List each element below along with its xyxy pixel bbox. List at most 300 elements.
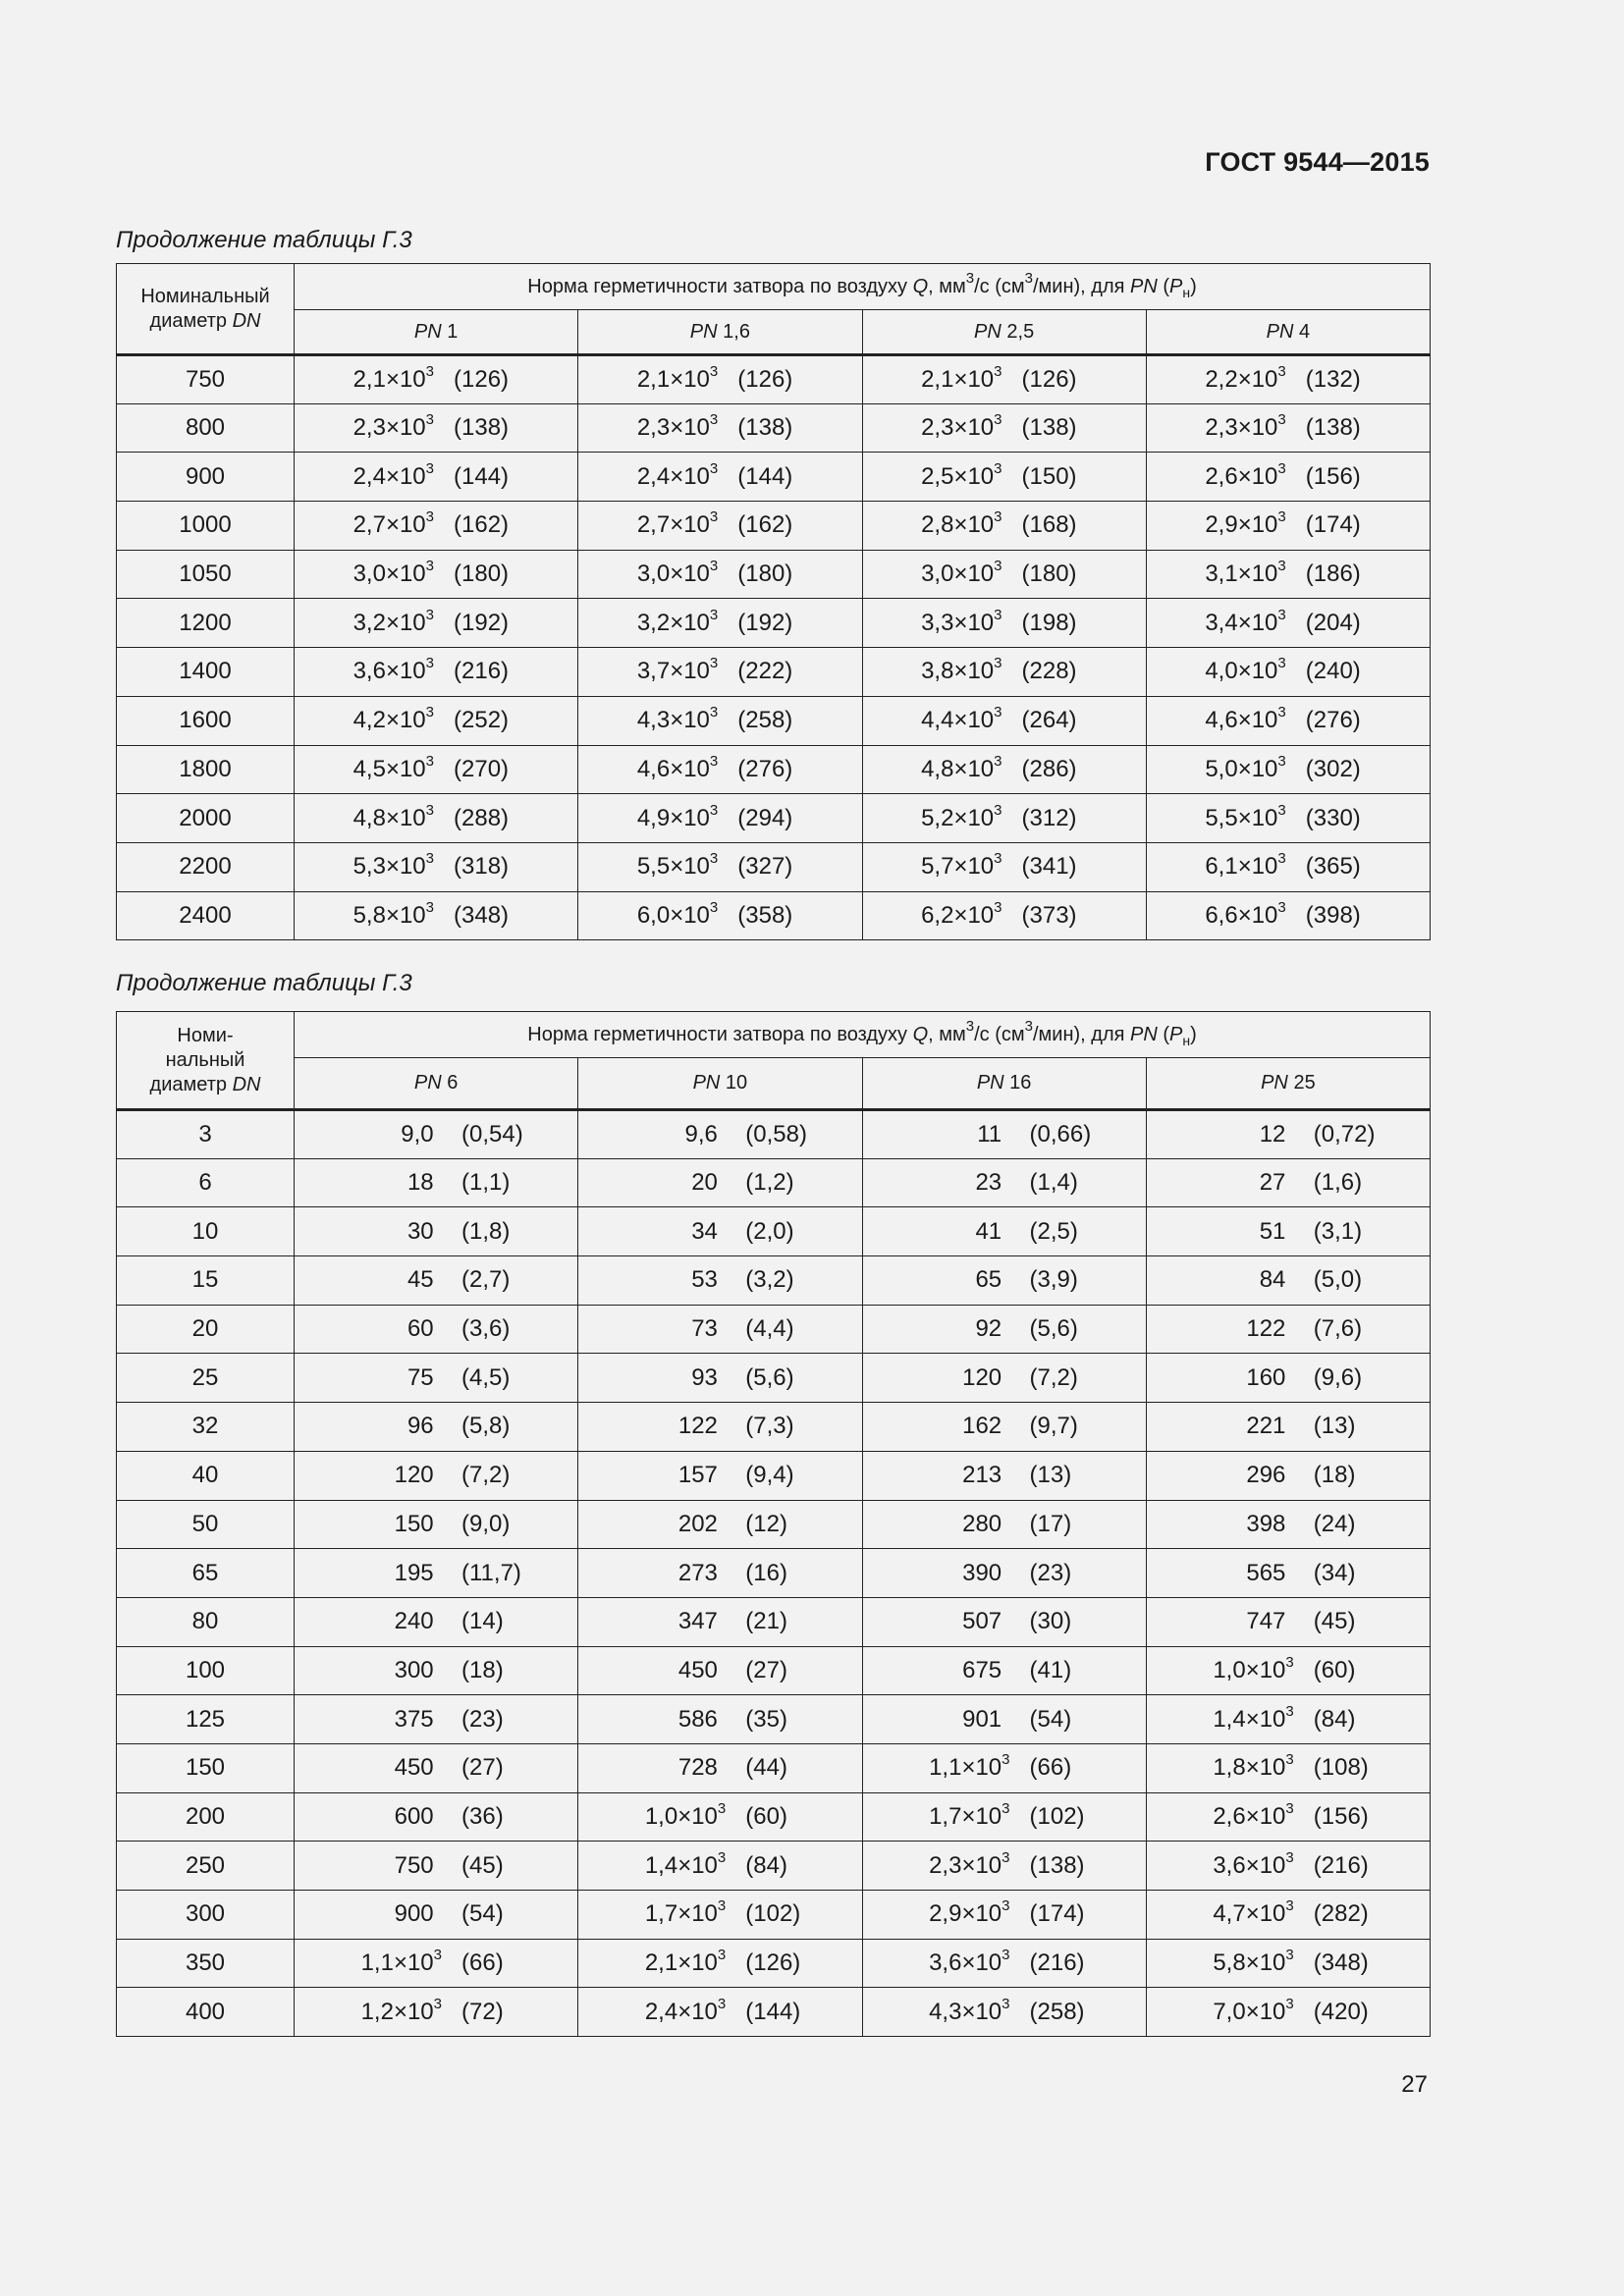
norm-value-cm: (4,5): [461, 1363, 511, 1391]
norm-cell: [1146, 550, 1430, 599]
norm-cell: [862, 1500, 1146, 1549]
dn-cell: 1200: [117, 599, 295, 648]
norm-value-mm: [578, 1266, 726, 1294]
table-row: [117, 1891, 1431, 1940]
exponent: 3: [994, 801, 1002, 819]
norm-header-part4: /мин), для: [1033, 1023, 1131, 1045]
norm-cell: [295, 1305, 578, 1354]
norm-cell: [1146, 1939, 1430, 1988]
norm-value-mm: [1147, 1511, 1294, 1538]
dn-cell: 1400: [117, 648, 295, 697]
norm-cell: [295, 842, 578, 891]
mantissa: 122: [677, 1413, 718, 1440]
dn-cell: 150: [117, 1743, 295, 1792]
norm-value-mm: [1147, 558, 1286, 588]
exponent: 3: [994, 752, 1002, 770]
dn-cell: 1600: [117, 696, 295, 745]
norm-value-mm: [863, 1266, 1010, 1294]
norm-value-mm: [295, 1364, 442, 1392]
norm-cell: [1146, 1891, 1430, 1940]
norm-value-mm: [1147, 1751, 1294, 1782]
norm-value-cm: (7,3): [745, 1413, 794, 1440]
mantissa: 2,7×10: [636, 511, 710, 539]
norm-header: [295, 264, 1431, 310]
norm-value-cm: (41): [1029, 1656, 1072, 1683]
norm-value-cm: (3,2): [745, 1266, 794, 1294]
norm-cell: [862, 1549, 1146, 1598]
norm-cell: [862, 1695, 1146, 1744]
norm-value-mm: [295, 1657, 442, 1684]
norm-value-cm: (60): [745, 1802, 787, 1830]
dn-cell: 25: [117, 1354, 295, 1403]
norm-value-cm: (312): [1021, 804, 1077, 831]
exponent: 3: [994, 508, 1002, 526]
norm-value-cm: (14): [461, 1608, 504, 1635]
mantissa: 92: [975, 1315, 1002, 1343]
exponent: 3: [1277, 801, 1286, 819]
norm-cell: [295, 403, 578, 453]
norm-value-mm: [1147, 704, 1286, 734]
table-row: [117, 1695, 1431, 1744]
table-row: [117, 842, 1431, 891]
norm-value-cm: (150): [1021, 462, 1077, 490]
norm-header-part1: Норма герметичности затвора по воздуху: [527, 1023, 913, 1045]
norm-value-cm: (16): [745, 1559, 787, 1586]
norm-header-part1: Норма герметичности затвора по воздуху: [527, 275, 913, 297]
pn-value: 6: [447, 1072, 459, 1094]
norm-cell: [578, 355, 862, 404]
table-row: [117, 1256, 1431, 1306]
mantissa: 120: [394, 1462, 434, 1489]
mantissa: 51: [1259, 1217, 1286, 1245]
norm-value-mm: [295, 1900, 442, 1928]
norm-value-mm: [295, 1560, 442, 1587]
exponent: 3: [1277, 411, 1286, 429]
norm-value-mm: [863, 1657, 1010, 1684]
table-row: [117, 453, 1431, 502]
exponent: 3: [1285, 1848, 1294, 1866]
norm-value-cm: (30): [1029, 1608, 1072, 1635]
norm-value-cm: (398): [1305, 901, 1361, 929]
norm-cell: [578, 1597, 862, 1646]
norm-cell: [1146, 794, 1430, 843]
norm-value-cm: (330): [1305, 804, 1361, 831]
norm-value-cm: (126): [737, 365, 793, 393]
norm-value-mm: [863, 898, 1002, 930]
mantissa: 5,8×10: [1213, 1949, 1286, 1977]
exponent: 3: [717, 1947, 727, 1964]
norm-value-mm: [1147, 1949, 1294, 1977]
mantissa: 5,2×10: [921, 804, 995, 831]
exponent: 3: [709, 850, 719, 868]
mantissa: 195: [394, 1559, 434, 1586]
norm-value-mm: [578, 1949, 726, 1977]
norm-cell: [862, 1646, 1146, 1695]
norm-header-sup1: 3: [965, 269, 975, 287]
norm-cell: [1146, 1842, 1430, 1891]
norm-value-cm: (7,2): [1029, 1363, 1078, 1391]
norm-value-cm: (7,2): [461, 1462, 511, 1489]
norm-value-mm: [1147, 1169, 1294, 1197]
mantissa: 3,7×10: [636, 658, 710, 685]
norm-value-cm: (126): [1021, 365, 1077, 393]
mantissa: 296: [1246, 1462, 1286, 1489]
dn-cell: 3: [117, 1110, 295, 1159]
norm-value-cm: (35): [745, 1705, 787, 1733]
norm-value-cm: (264): [1021, 707, 1077, 734]
norm-cell: [862, 1256, 1146, 1306]
norm-value-mm: [578, 1560, 726, 1587]
norm-value-cm: (36): [461, 1802, 504, 1830]
norm-value-cm: (174): [1305, 511, 1361, 539]
exponent: 3: [709, 558, 719, 575]
pn-column-header: [862, 310, 1146, 355]
norm-value-mm: [1147, 1266, 1294, 1294]
norm-value-mm: [1147, 606, 1286, 637]
mantissa: 1,7×10: [929, 1802, 1002, 1830]
mantissa: 900: [394, 1900, 434, 1928]
norm-value-mm: [1147, 1799, 1294, 1831]
mantissa: 4,6×10: [1205, 707, 1278, 734]
norm-value-mm: [295, 1803, 442, 1831]
exponent: 3: [994, 898, 1002, 916]
norm-value-cm: (3,6): [461, 1315, 511, 1343]
dn-cell: 300: [117, 1891, 295, 1940]
norm-value-cm: (144): [745, 1998, 801, 2025]
norm-cell: [295, 891, 578, 940]
norm-value-cm: (27): [745, 1656, 787, 1683]
mantissa: 120: [962, 1363, 1002, 1391]
mantissa: 11: [977, 1120, 1002, 1148]
dn-cell: 100: [117, 1646, 295, 1695]
norm-cell: [862, 1403, 1146, 1452]
norm-cell: [1146, 1743, 1430, 1792]
norm-value-cm: (2,5): [1029, 1217, 1078, 1245]
norm-cell: [1146, 1305, 1430, 1354]
norm-value-mm: [578, 898, 719, 930]
norm-value-cm: (72): [461, 1998, 504, 2025]
mantissa: 7,0×10: [1213, 1998, 1286, 2025]
norm-cell: [1146, 1597, 1430, 1646]
exponent: 3: [1277, 508, 1286, 526]
norm-value-mm: [578, 1706, 726, 1734]
pn-value: 1: [447, 320, 459, 343]
table-row: [117, 599, 1431, 648]
exponent: 3: [1285, 1653, 1294, 1671]
norm-cell: [578, 1305, 862, 1354]
norm-cell: [295, 1695, 578, 1744]
mantissa: 157: [677, 1462, 718, 1489]
pn-column-header: [862, 1058, 1146, 1110]
norm-value-mm: [578, 1799, 727, 1831]
norm-value-cm: (318): [454, 853, 510, 881]
norm-value-mm: [1147, 1121, 1294, 1148]
norm-value-cm: (132): [1305, 365, 1361, 393]
table-row: [117, 745, 1431, 794]
norm-cell: [1146, 599, 1430, 648]
table-row: [117, 1743, 1431, 1792]
norm-value-cm: (258): [1029, 1998, 1085, 2025]
exponent: 3: [709, 655, 719, 672]
exponent: 3: [1001, 1897, 1010, 1915]
mantissa: 5,5×10: [1205, 804, 1278, 831]
mantissa: 2,3×10: [636, 414, 710, 442]
norm-value-mm: [578, 362, 719, 394]
norm-cell: [862, 502, 1146, 551]
dn-header-line: диаметр: [149, 1073, 227, 1095]
mantissa: 2,2×10: [1205, 365, 1278, 393]
norm-value-cm: (18): [461, 1656, 504, 1683]
exponent: 3: [717, 1799, 727, 1817]
norm-value-mm: [578, 850, 719, 881]
norm-value-cm: (156): [1305, 462, 1361, 490]
exponent: 3: [425, 411, 434, 429]
mantissa: 75: [406, 1363, 434, 1391]
exponent: 3: [1001, 1751, 1010, 1769]
mantissa: 23: [975, 1169, 1002, 1197]
dn-cell: 2000: [117, 794, 295, 843]
norm-cell: [862, 696, 1146, 745]
norm-value-mm: [295, 558, 434, 588]
norm-value-cm: (327): [737, 853, 793, 881]
norm-value-mm: [863, 1848, 1010, 1880]
norm-value-cm: (24): [1313, 1510, 1356, 1537]
norm-cell: [295, 1207, 578, 1256]
norm-cell: [1146, 1695, 1430, 1744]
mantissa: 5,0×10: [1205, 755, 1278, 782]
pn-symbol: PN: [1261, 1072, 1288, 1094]
exponent: 3: [994, 655, 1002, 672]
norm-header: [295, 1012, 1431, 1058]
norm-value-cm: (198): [1021, 609, 1077, 636]
norm-value-mm: [295, 1511, 442, 1538]
norm-cell: [578, 403, 862, 453]
norm-cell: [862, 745, 1146, 794]
exponent: 3: [709, 801, 719, 819]
norm-cell: [862, 1354, 1146, 1403]
table-row: [117, 891, 1431, 940]
norm-value-mm: [863, 362, 1002, 394]
norm-value-cm: (12): [745, 1510, 787, 1537]
norm-value-mm: [578, 1608, 726, 1635]
exponent: 3: [1001, 1947, 1010, 1964]
norm-value-mm: [578, 1413, 726, 1440]
norm-value-cm: (294): [737, 804, 793, 831]
exponent: 3: [994, 704, 1002, 721]
mantissa: 2,4×10: [644, 1998, 718, 2025]
table-row: [117, 1500, 1431, 1549]
exponent: 3: [1285, 1799, 1294, 1817]
norm-value-mm: [863, 1315, 1010, 1343]
mantissa: 2,4×10: [352, 462, 426, 490]
norm-header-part4: /мин), для: [1033, 275, 1131, 297]
norm-cell: [578, 1792, 862, 1842]
table-row: [117, 502, 1431, 551]
norm-value-cm: (174): [1029, 1900, 1085, 1928]
norm-value-cm: (66): [461, 1949, 504, 1977]
norm-value-cm: (45): [461, 1851, 504, 1879]
norm-cell: [578, 453, 862, 502]
norm-value-cm: (3,1): [1313, 1217, 1363, 1245]
norm-cell: [862, 1158, 1146, 1207]
mantissa: 4,7×10: [1213, 1900, 1286, 1928]
mantissa: 6,2×10: [921, 901, 995, 929]
norm-value-mm: [295, 1266, 442, 1294]
norm-cell: [295, 696, 578, 745]
norm-value-mm: [578, 704, 719, 734]
norm-value-mm: [863, 1364, 1010, 1392]
norm-value-cm: (18): [1313, 1462, 1356, 1489]
norm-value-mm: [863, 1121, 1010, 1148]
exponent: 3: [709, 704, 719, 721]
norm-value-mm: [578, 558, 719, 588]
norm-cell: [578, 1500, 862, 1549]
mantissa: 3,6×10: [1213, 1851, 1286, 1879]
norm-cell: [295, 550, 578, 599]
norm-cell: [295, 745, 578, 794]
norm-cell: [862, 1939, 1146, 1988]
norm-value-cm: (348): [454, 901, 510, 929]
dn-cell: 900: [117, 453, 295, 502]
norm-header-part2: , мм: [928, 275, 966, 297]
mantissa: 1,1×10: [929, 1754, 1002, 1782]
norm-header-q: Q: [912, 1023, 929, 1045]
norm-cell: [295, 1158, 578, 1207]
norm-value-cm: (138): [1029, 1851, 1085, 1879]
mantissa: 41: [975, 1217, 1002, 1245]
pn-symbol: PN: [689, 320, 718, 343]
norm-cell: [578, 696, 862, 745]
norm-value-mm: [863, 850, 1002, 881]
norm-header-part6: ): [1190, 275, 1197, 297]
mantissa: 390: [962, 1559, 1002, 1586]
norm-value-cm: (258): [737, 707, 793, 734]
norm-value-cm: (108): [1313, 1754, 1369, 1782]
norm-value-mm: [578, 1657, 726, 1684]
mantissa: 2,6×10: [1213, 1802, 1286, 1830]
norm-value-mm: [863, 1799, 1010, 1831]
norm-value-cm: (1,6): [1313, 1169, 1363, 1197]
mantissa: 9,0: [401, 1120, 434, 1148]
norm-cell: [862, 453, 1146, 502]
exponent: 3: [433, 1995, 442, 2012]
norm-value-cm: (0,58): [745, 1120, 807, 1148]
dn-header: [117, 264, 295, 355]
norm-cell: [1146, 1207, 1430, 1256]
dn-header: [117, 1012, 295, 1110]
mantissa: 240: [394, 1608, 434, 1635]
norm-value-cm: (138): [1021, 414, 1077, 442]
norm-cell: [862, 1792, 1146, 1842]
norm-value-mm: [295, 655, 434, 685]
norm-header-p: P: [1169, 275, 1183, 297]
norm-header-pn: PN: [1130, 1023, 1158, 1045]
norm-value-cm: (282): [1313, 1900, 1369, 1928]
mantissa: 747: [1246, 1608, 1286, 1635]
norm-cell: [862, 355, 1146, 404]
norm-value-mm: [863, 752, 1002, 783]
mantissa: 507: [962, 1608, 1002, 1635]
norm-cell: [862, 1597, 1146, 1646]
mantissa: 202: [677, 1510, 718, 1537]
exponent: 3: [994, 558, 1002, 575]
table2-caption: Продолжение таблицы Г.3: [116, 970, 412, 996]
norm-value-cm: (252): [454, 707, 510, 734]
table-row: [117, 1403, 1431, 1452]
mantissa: 96: [406, 1413, 434, 1440]
mantissa: 122: [1246, 1315, 1286, 1343]
norm-value-mm: [863, 704, 1002, 734]
mantissa: 375: [394, 1705, 434, 1733]
dn-cell: 10: [117, 1207, 295, 1256]
mantissa: 1,0×10: [1213, 1656, 1286, 1683]
norm-value-mm: [1147, 1995, 1294, 2026]
norm-cell: [578, 794, 862, 843]
norm-value-mm: [578, 606, 719, 637]
norm-value-mm: [863, 558, 1002, 588]
norm-value-cm: (102): [745, 1900, 801, 1928]
norm-value-cm: (5,0): [1313, 1266, 1363, 1294]
norm-value-cm: (192): [737, 609, 793, 636]
mantissa: 6,6×10: [1205, 901, 1278, 929]
norm-value-cm: (180): [454, 561, 510, 588]
table-row: [117, 403, 1431, 453]
exponent: 3: [709, 752, 719, 770]
norm-cell: [295, 1988, 578, 2037]
norm-cell: [1146, 1256, 1430, 1306]
mantissa: 1,8×10: [1213, 1754, 1286, 1782]
mantissa: 150: [394, 1510, 434, 1537]
exponent: 3: [425, 850, 434, 868]
norm-cell: [295, 502, 578, 551]
mantissa: 53: [691, 1266, 718, 1294]
norm-value-cm: (3,9): [1029, 1266, 1078, 1294]
norm-value-cm: (23): [1029, 1559, 1072, 1586]
norm-value-mm: [863, 1169, 1010, 1197]
norm-value-mm: [295, 898, 434, 930]
norm-value-cm: (0,66): [1029, 1120, 1092, 1148]
norm-value-mm: [295, 1949, 442, 1977]
norm-value-cm: (180): [1021, 561, 1077, 588]
mantissa: 1,2×10: [360, 1998, 434, 2025]
norm-value-mm: [863, 1560, 1010, 1587]
norm-cell: [578, 1695, 862, 1744]
mantissa: 586: [677, 1705, 718, 1733]
norm-value-mm: [295, 1121, 442, 1148]
norm-cell: [578, 1939, 862, 1988]
norm-value-cm: (126): [745, 1949, 801, 1977]
norm-value-cm: (17): [1029, 1510, 1072, 1537]
norm-cell: [1146, 648, 1430, 697]
exponent: 3: [425, 801, 434, 819]
norm-value-mm: [578, 1364, 726, 1392]
pn-column-header: [1146, 310, 1430, 355]
pn-value: 25: [1293, 1072, 1316, 1094]
norm-value-cm: (302): [1305, 755, 1361, 782]
norm-value-cm: (5,8): [461, 1413, 511, 1440]
dn-cell: 1800: [117, 745, 295, 794]
norm-value-mm: [863, 1608, 1010, 1635]
mantissa: 162: [962, 1413, 1002, 1440]
norm-value-cm: (420): [1313, 1998, 1369, 2025]
norm-value-mm: [863, 1995, 1010, 2026]
norm-value-cm: (358): [737, 901, 793, 929]
exponent: 3: [1277, 850, 1286, 868]
norm-cell: [1146, 891, 1430, 940]
norm-value-cm: (216): [454, 658, 510, 685]
table-row: [117, 1939, 1431, 1988]
norm-value-cm: (138): [737, 414, 793, 442]
